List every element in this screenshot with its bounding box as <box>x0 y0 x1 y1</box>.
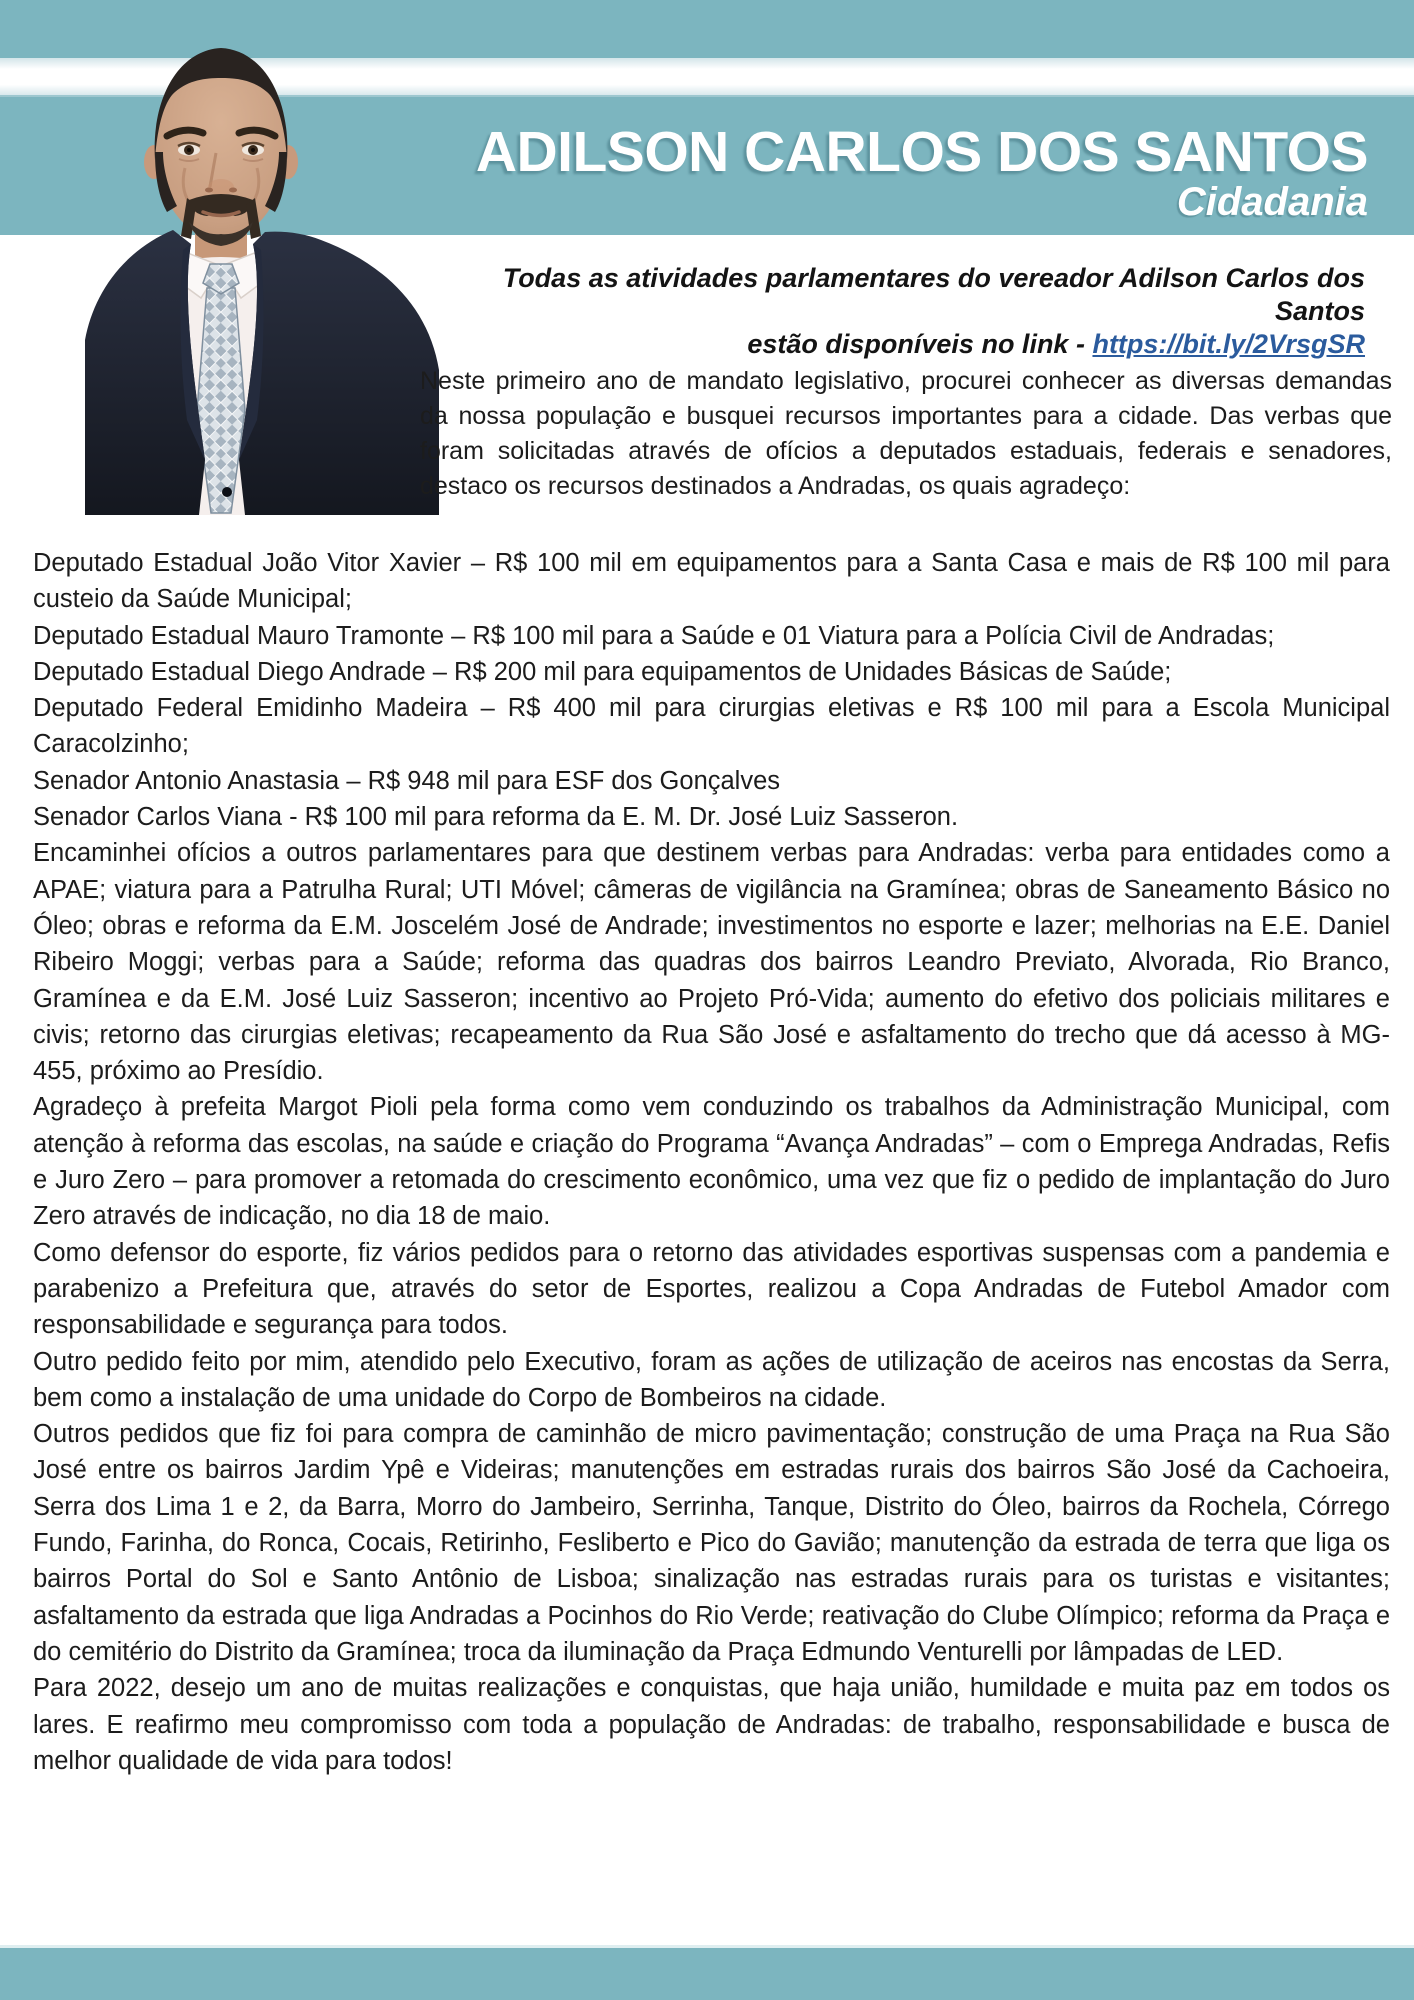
portrait-illustration <box>85 40 439 515</box>
body-paragraph: Como defensor do esporte, fiz vários pedidos para o retorno das atividades esportivas suspensas com a pandemia e parabenizo a Prefeitura que, através do setor de Esportes, realizou a Copa Andradas de Futebol Amador com responsabilidade e segurança para todos. <box>33 1238 1390 1340</box>
intro-note <box>420 262 1365 361</box>
body-paragraph: Deputado Estadual João Vitor Xavier – R$ 100 mil em equipamentos para a Santa Casa e mais de R$ 100 mil para custeio da Saúde Municipal; <box>33 549 1390 614</box>
body-paragraph: Outro pedido feito por mim, atendido pelo Executivo, foram as ações de utilização de aceiros nas encostas da Serra, bem como a instalação de uma unidade do Corpo de Bombeiros na cidade. <box>33 1347 1390 1412</box>
body-paragraph: Outros pedidos que fiz foi para compra de caminhão de micro pavimentação; construção de uma Praça na Rua São José entre os bairros Jardim Ypê e Videiras; manutenções em estradas rurais dos bairros São José da Cachoeira, Serra dos Lima 1 e 2, da Barra, Morro do Jambeiro, Serrinha, Tanque, Distrito do Óleo, bairros da Rochela, Córrego Fundo, Farinha, do Ronca, Cocais, Retirinho, Fesliberto e Pico do Gavião; manutenção da estrada de terra que liga os bairros Portal do Sol e Santo Antônio de Lisboa; sinalização nas estradas rurais para os turistas e visitantes; asfaltamento da estrada que liga Andradas a Pocinhos do Rio Verde; reativação do Clube Olímpico; reforma da Praça e do cemitério do Distrito da Gramínea; troca da iluminação da Praça Edmundo Venturelli por lâmpadas de LED. <box>33 1420 1390 1666</box>
body-paragraph: Deputado Estadual Mauro Tramonte – R$ 100 mil para a Saúde e 01 Viatura para a Polícia Civil de Andradas; <box>33 621 1275 650</box>
party-name: Cidadania <box>1176 180 1368 224</box>
header-text <box>420 95 1368 235</box>
bottom-teal-bar <box>0 1945 1414 2000</box>
body-paragraph: Senador Antonio Anastasia – R$ 948 mil para ESF dos Gonçalves <box>33 766 781 795</box>
body-paragraph: Para 2022, desejo um ano de muitas realizações e conquistas, que haja união, humildade e muita paz em todos os lares. E reafirmo meu compromisso com toda a população de Andradas: de trabalho, responsabilidade e busca de melhor qualidade de vida para todos! <box>33 1674 1390 1775</box>
body-paragraph: Deputado Federal Emidinho Madeira – R$ 400 mil para cirurgias eletivas e R$ 100 mil para a Escola Municipal Caracolzinho; <box>33 694 1390 759</box>
body-paragraph: Encaminhei ofícios a outros parlamentares para que destinem verbas para Andradas: verba para entidades como a APAE; viatura para a Patrulha Rural; UTI Móvel; câmeras de vigilância na Gramínea; obras de Saneamento Básico no Óleo; obras e reforma da E.M. Joscelém José de Andrade; investimentos no esporte e lazer; melhorias na E.E. Daniel Ribeiro Moggi; verbas para a Saúde; reforma das quadras dos bairros Leandro Previato, Alvorada, Rio Branco, Gramínea e da E.M. José Luiz Sasseron; incentivo ao Projeto Pró-Vida; aumento do efetivo dos policiais militares e civis; retorno das cirurgias eletivas; recapeamento da Rua São José e asfaltamento do trecho que dá acesso à MG-455, próximo ao Presídio. <box>33 839 1390 1086</box>
page-title: ADILSON CARLOS DOS SANTOS <box>475 120 1368 184</box>
activities-link[interactable]: https://bit.ly/2VrsgSR <box>1092 329 1365 359</box>
lead-paragraph: Neste primeiro ano de mandato legislativo, procurei conhecer as diversas demandas da nossa população e busquei recursos importantes para a cidade. Das verbas que foram solicitadas através de ofícios a deputados estaduais, federais e senadores, destaco os recursos destinados a Andradas, os quais agradeço: <box>420 367 1392 500</box>
councilman-portrait-photo <box>85 40 439 515</box>
body-paragraph: Deputado Estadual Diego Andrade – R$ 200 mil para equipamentos de Unidades Básicas de Saúde; <box>33 657 1172 686</box>
body-text <box>33 545 1390 1779</box>
intro-line-2-text: estão disponíveis no link - <box>747 329 1093 359</box>
intro-line-1: Todas as atividades parlamentares do vereador Adilson Carlos dos Santos <box>502 263 1365 326</box>
intro-line-2 <box>420 328 1365 361</box>
body-paragraph: Agradeço à prefeita Margot Pioli pela forma como vem conduzindo os trabalhos da Administração Municipal, com atenção à reforma das escolas, na saúde e criação do Programa “Avança Andradas” – com o Emprega Andradas, Refis e Juro Zero – para promover a retomada do crescimento econômico, uma vez que fiz o pedido de implantação do Juro Zero através de indicação, no dia 18 de maio. <box>33 1093 1390 1231</box>
body-paragraph: Senador Carlos Viana - R$ 100 mil para reforma da E. M. Dr. José Luiz Sasseron. <box>33 803 959 832</box>
